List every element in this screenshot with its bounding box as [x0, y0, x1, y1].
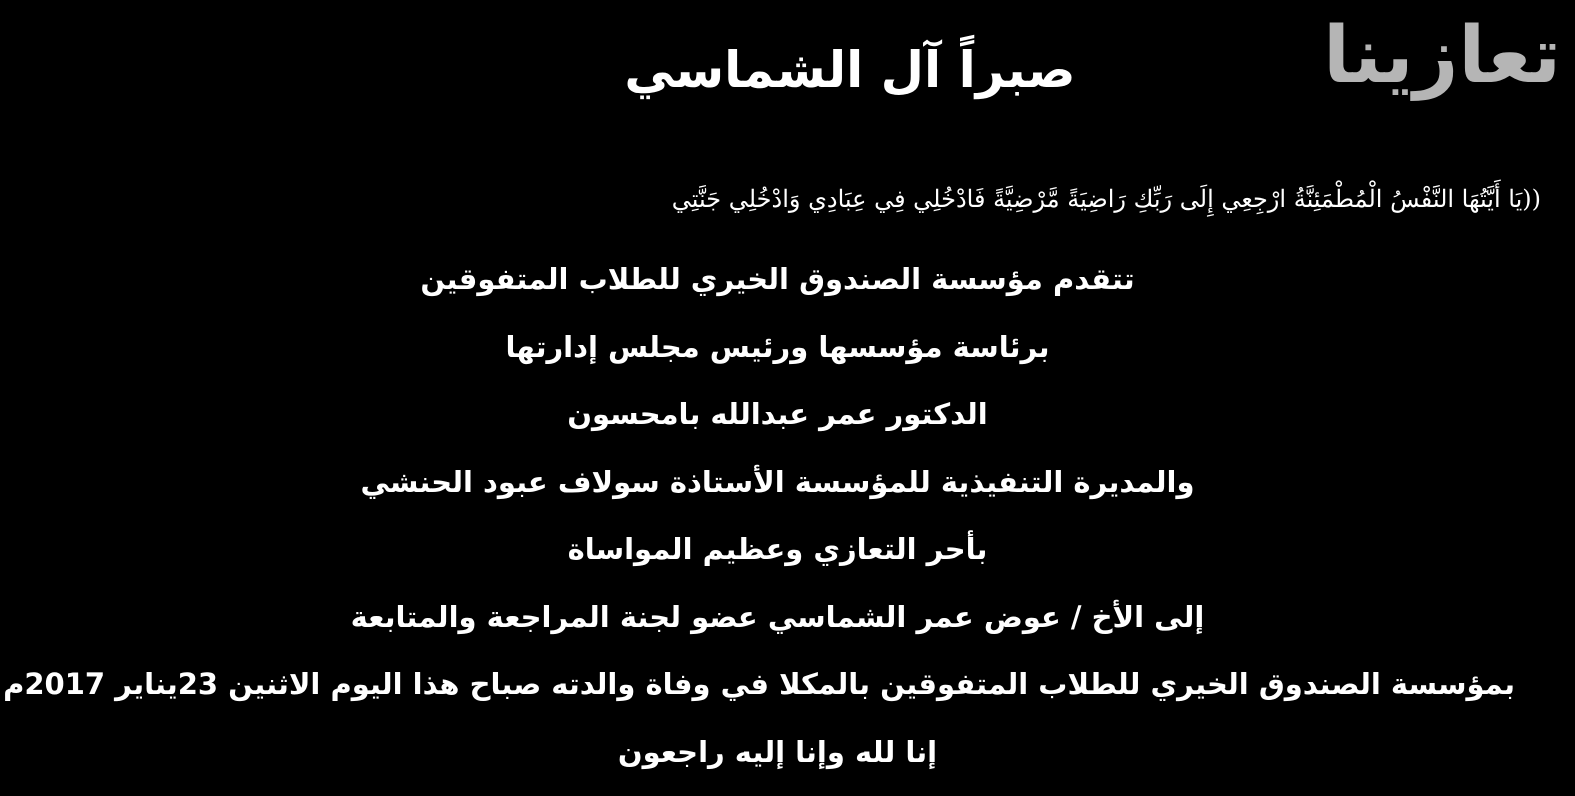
message-line: والمديرة التنفيذية للمؤسسة الأستاذة سولاف عبود الحنشي — [40, 459, 1515, 527]
page-title: صبراً آل الشماسي — [560, 40, 1140, 100]
message-line: إنا لله وإنا إليه راجعون — [40, 729, 1515, 796]
logo: تعازينا — [1331, 14, 1561, 100]
quran-verse: ((يَا أَيَّتُهَا النَّفْسُ الْمُطْمَئِنَّةُ ارْجِعِي إِلَى رَبِّكِ رَاضِيَةً مَّرْضِيَّةً فَادْخُلِي فِي عِبَادِي وَادْخُلِي جَنَّتِي — [521, 183, 1541, 217]
message-line: بمؤسسة الصندوق الخيري للطلاب المتفوقين بالمكلا في وفاة والدته صباح هذا اليوم الاثنين 23يناير 2017م — [40, 661, 1515, 729]
message-line: الدكتور عمر عبدالله بامحسون — [40, 391, 1515, 459]
message-line: بأحر التعازي وعظيم المواساة — [40, 526, 1515, 594]
message-line: إلى الأخ / عوض عمر الشماسي عضو لجنة المراجعة والمتابعة — [40, 594, 1515, 662]
message-line: تتقدم مؤسسة الصندوق الخيري للطلاب المتفوقين — [40, 256, 1515, 324]
message-line: برئاسة مؤسسها ورئيس مجلس إدارتها — [40, 324, 1515, 392]
message-lines — [40, 256, 1515, 796]
